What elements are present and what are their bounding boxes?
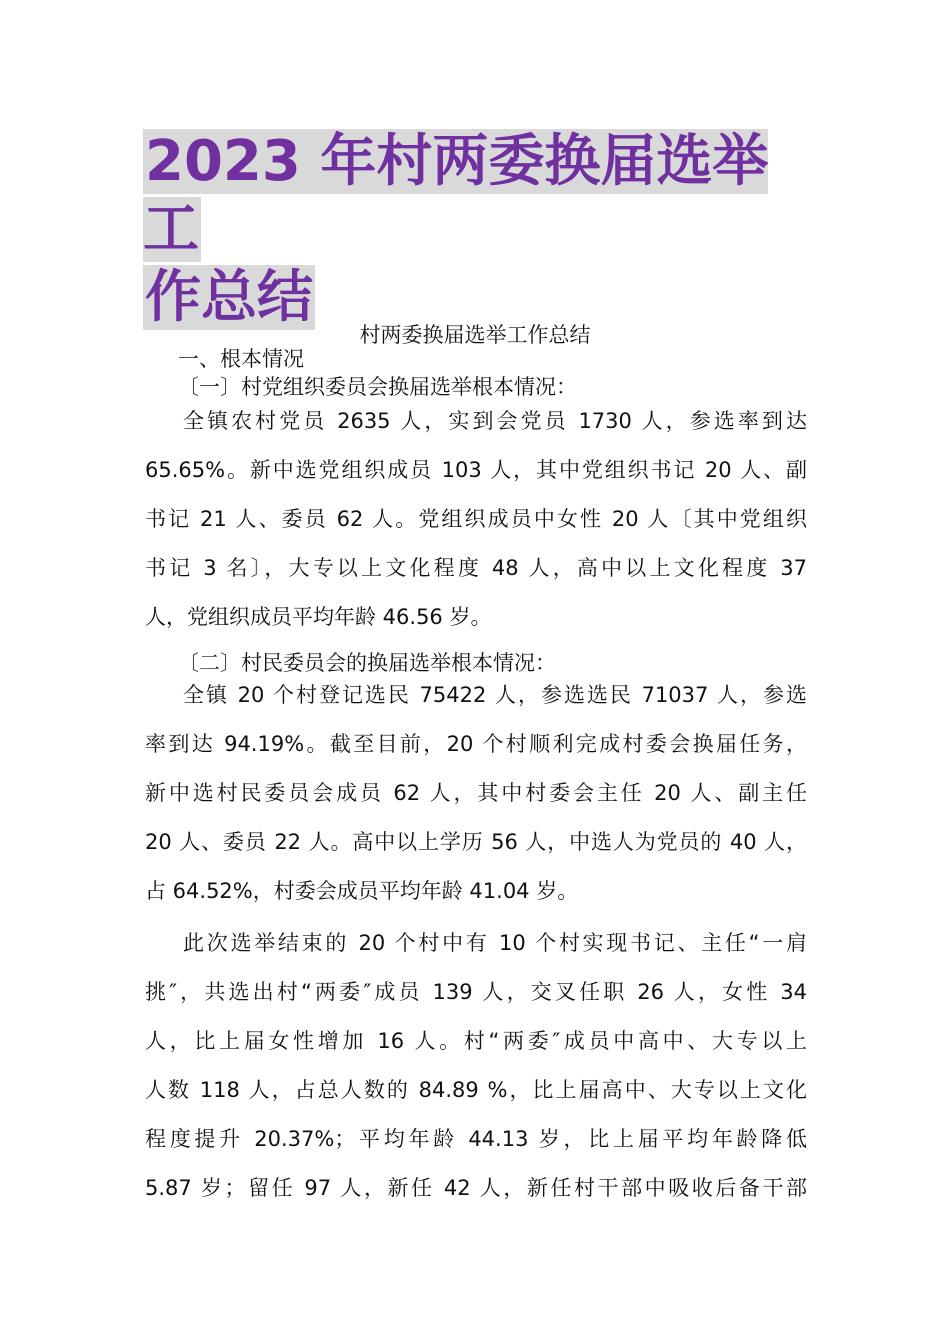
paragraph-line: 书记 21 人、委员 62 人。党组织成员中女性 20 人〔其中党组织 <box>145 507 807 531</box>
paragraph-line: 人，党组织成员平均年龄 46.56 岁。 <box>145 605 492 629</box>
document-subtitle: 村两委换届选举工作总结 <box>359 323 591 347</box>
paragraph-line: 占 64.52%，村委会成员平均年龄 41.04 岁。 <box>145 879 579 903</box>
paragraph-line: 书记 3 名〕，大专以上文化程度 48 人，高中以上文化程度 37 <box>145 556 807 580</box>
paragraph-line: 全镇农村党员 2635 人，实到会党员 1730 人，参选率到达 <box>183 409 807 433</box>
paragraph-election-summary <box>145 919 807 1213</box>
paragraph-line: 20 人、委员 22 人。高中以上学历 56 人，中选人为党员的 40 人， <box>145 830 807 854</box>
paragraph-line: 程度提升 20.37%；平均年龄 44.13 岁，比上届平均年龄降低 <box>145 1127 807 1151</box>
document-title <box>143 128 823 332</box>
paragraph-line: 挑″，共选出村“两委″成员 139 人，交叉任职 26 人，女性 34 <box>145 980 807 1004</box>
paragraph-villagers-committee <box>145 671 807 916</box>
section-heading-basic-situation: 一、根本情况 <box>178 347 304 371</box>
document-title-line-1: 2023 年村两委换届选举工 <box>143 129 769 262</box>
paragraph-line: 65.65%。新中选党组织成员 103 人，其中党组织书记 20 人、副 <box>145 458 807 482</box>
paragraph-line: 新中选村民委员会成员 62 人，其中村委会主任 20 人、副主任 <box>145 781 807 805</box>
paragraph-line: 率到达 94.19%。截至目前，20 个村顺利完成村委会换届任务， <box>145 732 807 756</box>
paragraph-line: 5.87 岁；留任 97 人，新任 42 人，新任村干部中吸收后备干部 <box>145 1176 807 1200</box>
paragraph-line: 人数 118 人，占总人数的 84.89 %，比上届高中、大专以上文化 <box>145 1078 807 1102</box>
paragraph-line: 人，比上届女性增加 16 人。村“两委″成员中高中、大专以上 <box>145 1029 807 1053</box>
paragraph-line: 全镇 20 个村登记选民 75422 人，参选选民 71037 人，参选 <box>183 683 807 707</box>
subsection-heading-villagers-committee: 〔二〕村民委员会的换届选举根本情况： <box>178 651 556 675</box>
paragraph-line: 此次选举结束的 20 个村中有 10 个村实现书记、主任“一肩 <box>183 931 807 955</box>
subsection-heading-party-committee: 〔一〕村党组织委员会换届选举根本情况： <box>178 375 577 399</box>
document-title-line-2: 作总结 <box>145 265 313 330</box>
paragraph-party-committee <box>145 397 807 642</box>
